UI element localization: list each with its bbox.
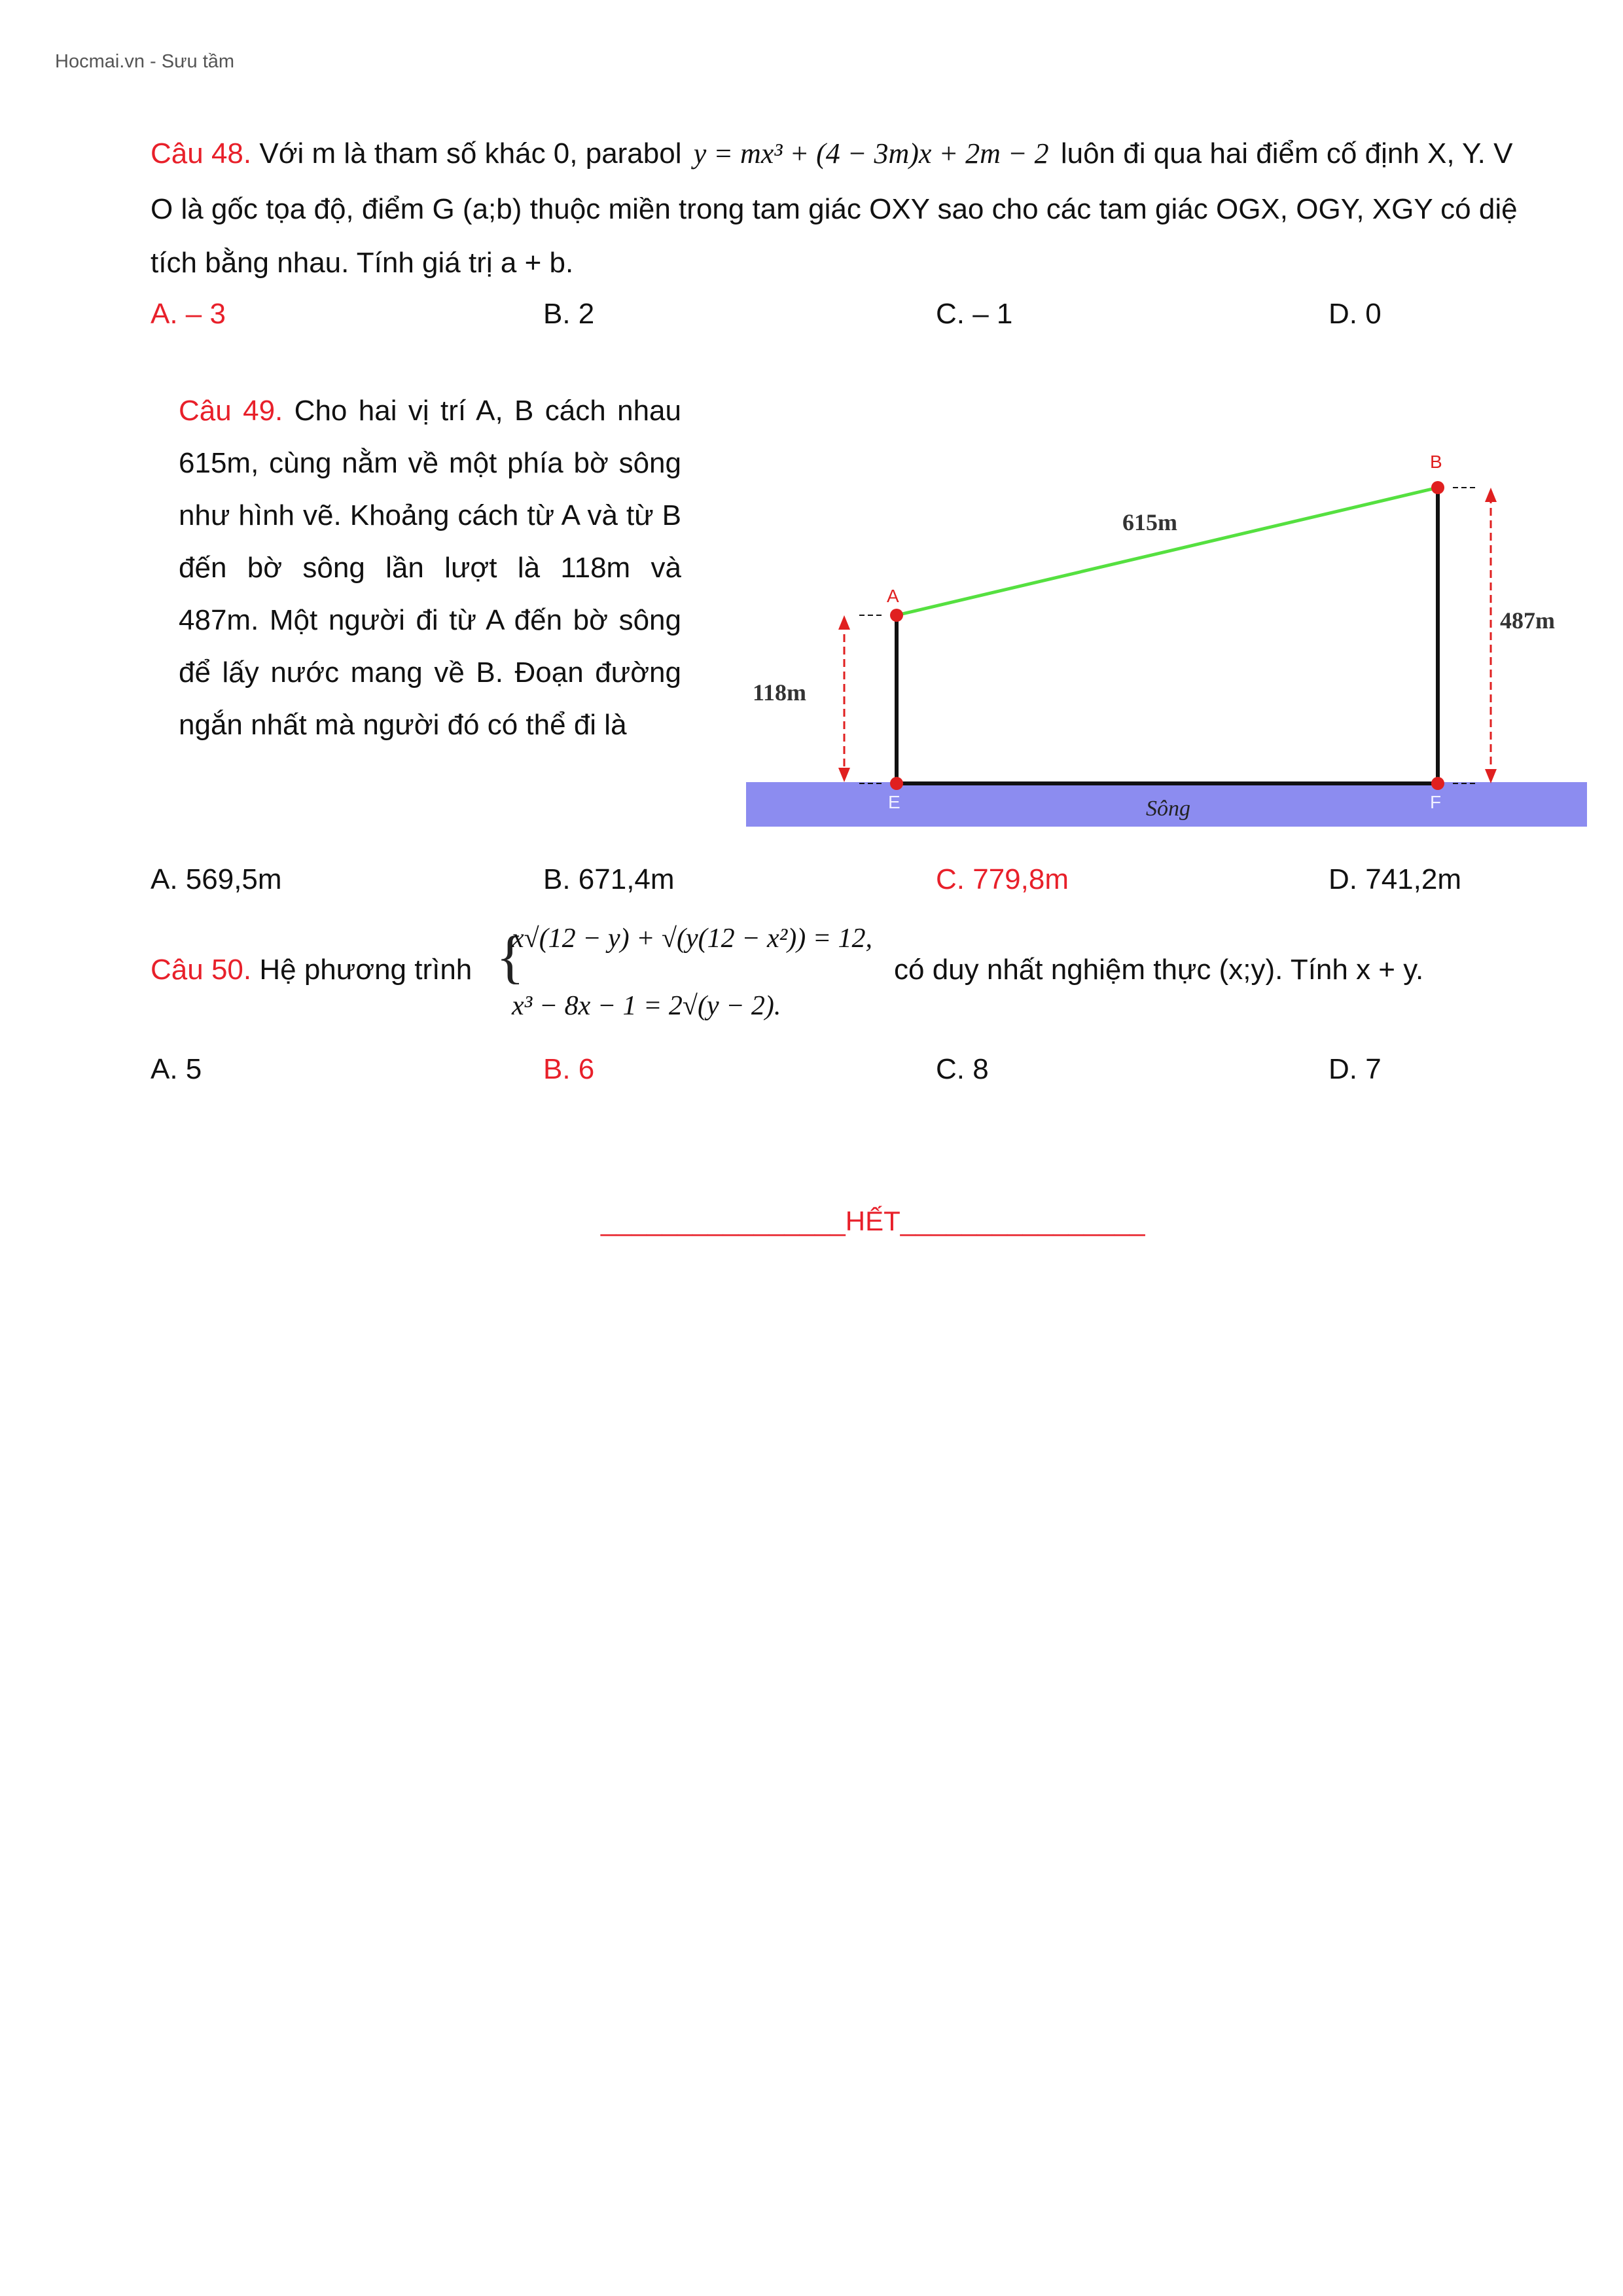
q49-option-c: C. 779,8m [936, 863, 1069, 895]
q48-text-post: luôn đi qua hai điểm cố định X, Y. V [1060, 137, 1513, 170]
point-f [1431, 777, 1444, 790]
q48-line1 [151, 134, 1512, 173]
arrowhead-487-top [1485, 488, 1497, 502]
q50-intro [151, 950, 472, 990]
q49-option-b: B. 671,4m [543, 863, 675, 895]
river-diagram [710, 340, 1587, 851]
q48-option-a: A. – 3 [151, 298, 226, 330]
point-a [890, 609, 903, 622]
q50-label: Câu 50. [151, 954, 252, 986]
point-e [890, 777, 903, 790]
q48-option-b: B. 2 [543, 298, 595, 330]
q50-option-d: D. 7 [1329, 1053, 1382, 1085]
segment-ab [897, 488, 1438, 615]
q50-pre: Hệ phương trình [259, 954, 473, 986]
source-header: Hocmai.vn - Sưu tầm [55, 51, 235, 72]
end-marker: ________________HẾT________________ [601, 1206, 1145, 1236]
label-615: 615m [1122, 509, 1177, 535]
q50-eq2: x³ − 8x − 1 = 2√(y − 2). [512, 991, 781, 1021]
q50-option-a: A. 5 [151, 1053, 202, 1085]
label-e: E [888, 792, 901, 812]
q48-line3: tích bằng nhau. Tính giá trị a + b. [151, 247, 574, 279]
q49-option-d: D. 741,2m [1329, 863, 1461, 895]
label-487: 487m [1500, 607, 1555, 634]
q49-label: Câu 49. [179, 395, 283, 427]
arrowhead-118-top [838, 615, 850, 630]
q48-label: Câu 48. [151, 137, 252, 170]
label-b: B [1430, 452, 1442, 472]
arrowhead-118-bottom [838, 768, 850, 782]
label-f: F [1430, 792, 1442, 812]
label-a: A [887, 586, 899, 606]
q48-equation: y = mx³ + (4 − 3m)x + 2m − 2 [693, 137, 1049, 170]
q50-option-b: B. 6 [543, 1053, 595, 1085]
point-b [1431, 481, 1444, 494]
arrowhead-487-bottom [1485, 769, 1497, 783]
system-brace: { [496, 925, 525, 990]
q48-line2: O là gốc tọa độ, điểm G (a;b) thuộc miền trong tam giác OXY sao cho các tam giác OGX, OGY, XGY có diệ [151, 193, 1518, 225]
q49-body: Cho hai vị trí A, B cách nhau 615m, cùng nằm về một phía bờ sông như hình vẽ. Khoảng cách từ A và từ B đến bờ sông lần lượt là 118m và 487m. Một người đi từ A đến bờ sông để lấy nước mang về B. Đoạn đường ngắn nhất mà người đó có thể đi là [179, 395, 682, 741]
label-118: 118m [753, 679, 807, 706]
q50-option-c: C. 8 [936, 1053, 989, 1085]
q49-option-a: A. 569,5m [151, 863, 282, 895]
q50-post: có duy nhất nghiệm thực (x;y). Tính x + y. [894, 954, 1424, 986]
q48-option-c: C. – 1 [936, 298, 1013, 330]
q49-text [179, 385, 681, 751]
q48-option-d: D. 0 [1329, 298, 1382, 330]
river-label: Sông [1146, 797, 1190, 821]
q50-eq1: x√(12 − y) + √(y(12 − x²)) = 12, [512, 924, 873, 954]
q48-text-pre: Với m là tham số khác 0, parabol [259, 137, 682, 170]
